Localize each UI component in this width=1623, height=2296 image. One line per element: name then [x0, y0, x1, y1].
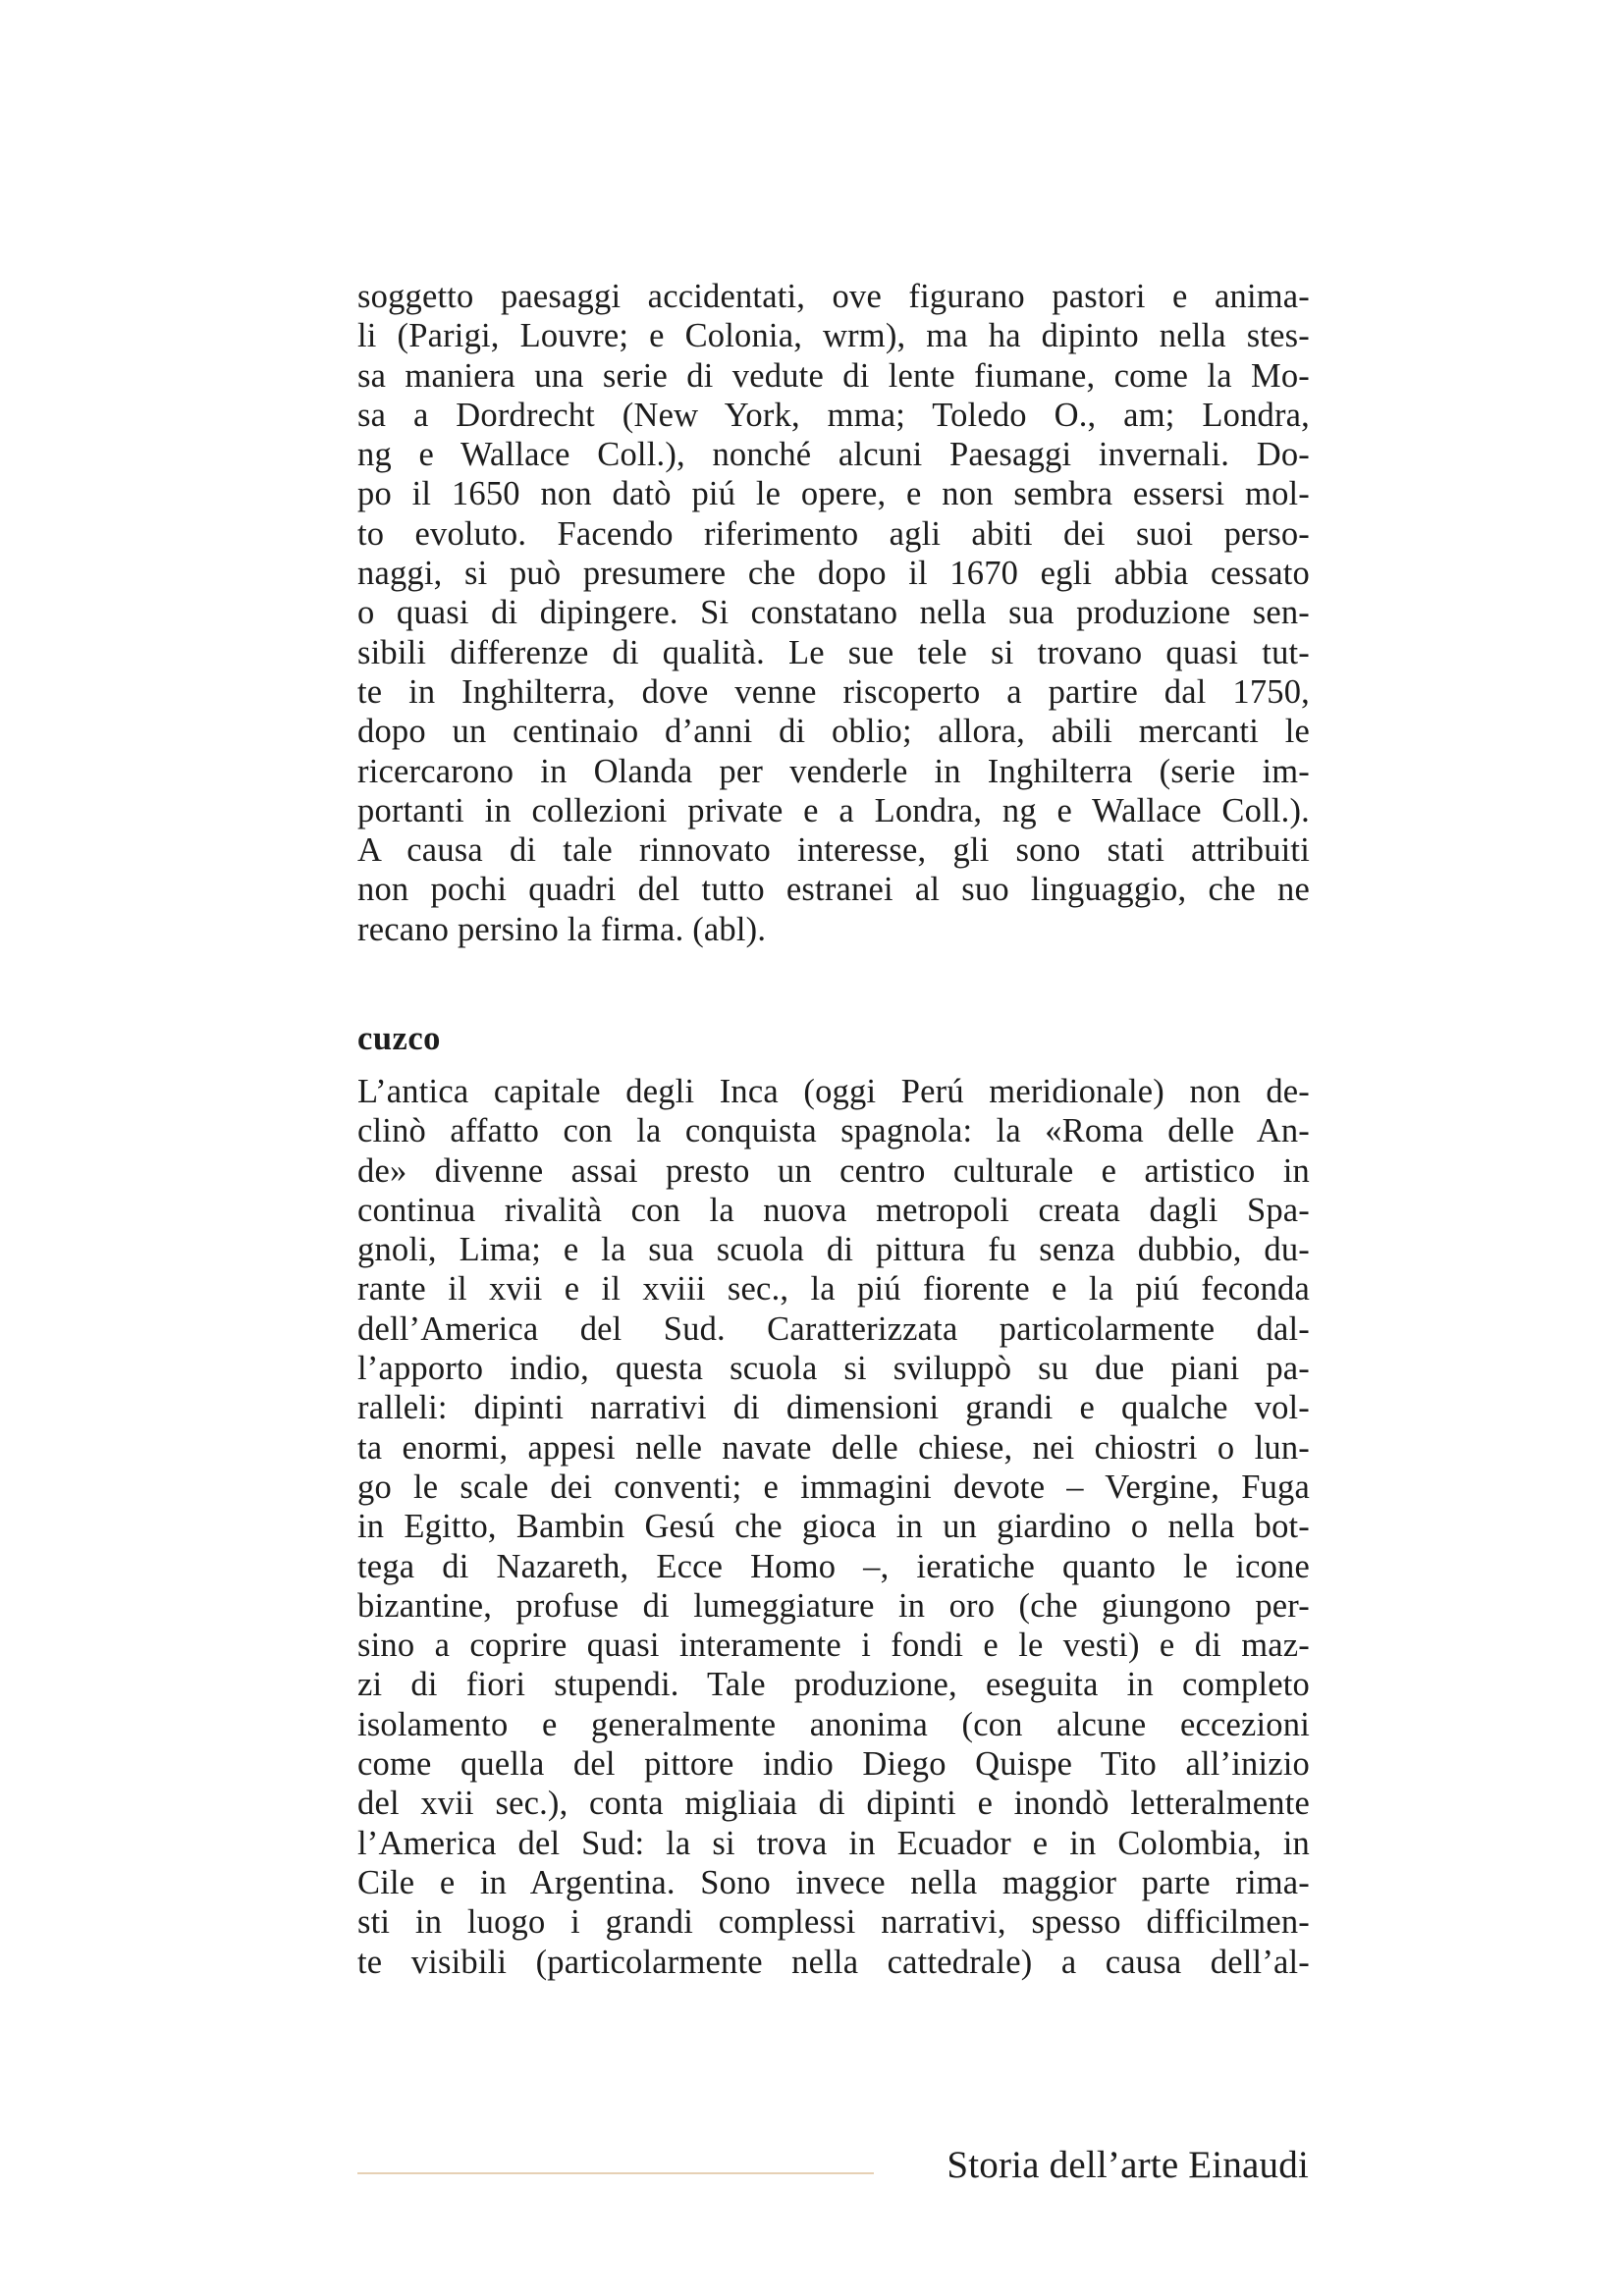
text-line: ng e Wallace Coll.), nonché alcuni Paesaggi invernali. Do- [357, 436, 1310, 474]
text-line: A causa di tale rinnovato interesse, gli sono stati attribuiti [357, 831, 1310, 870]
text-line: zi di fiori stupendi. Tale produzione, eseguita in completo [357, 1666, 1310, 1704]
text-line: l’apporto indio, questa scuola si sviluppò su due piani pa- [357, 1350, 1310, 1388]
text-line: sti in luogo i grandi complessi narrativi, spesso difficilmen- [357, 1903, 1310, 1942]
text-line: rante il xvii e il xviii sec., la piú fiorente e la piú feconda [357, 1270, 1310, 1308]
text-line: de» divenne assai presto un centro culturale e artistico in [357, 1151, 1310, 1190]
text-line: po il 1650 non datò piú le opere, e non sembra essersi mol- [357, 475, 1310, 513]
text-line: ricercarono in Olanda per venderle in Inghilterra (serie im- [357, 752, 1310, 790]
text-line: li (Parigi, Louvre; e Colonia, wrm), ma ha dipinto nella stes- [357, 317, 1310, 355]
text-line: sa a Dordrecht (New York, mma; Toledo O., am; Londra, [357, 396, 1310, 434]
text-line: tega di Nazareth, Ecce Homo –, ieratiche quanto le icone [357, 1547, 1310, 1585]
text-line: dell’America del Sud. Caratterizzata particolarmente dal- [357, 1309, 1310, 1348]
text-line: portanti in collezioni private e a Londra, ng e Wallace Coll.). [357, 791, 1310, 829]
text-line: te in Inghilterra, dove venne riscoperto a partire dal 1750, [357, 672, 1310, 711]
text-line: bizantine, profuse di lumeggiature in oro (che giungono per- [357, 1586, 1310, 1625]
footer-title: Storia dell’arte Einaudi [947, 2144, 1309, 2186]
text-line: ralleli: dipinti narrativi di dimensioni grandi e qualche vol- [357, 1389, 1310, 1427]
text-line: dopo un centinaio d’anni di oblio; allora, abili mercanti le [357, 713, 1310, 751]
paragraph-artist-entry-end [357, 277, 1310, 949]
text-line: ta enormi, appesi nelle navate delle chiese, nei chiostri o lun- [357, 1428, 1310, 1467]
text-line: Cile e in Argentina. Sono invece nella maggior parte rima- [357, 1863, 1310, 1901]
paragraph-cuzco-entry [357, 1072, 1310, 1982]
text-line: sino a coprire quasi interamente i fondi e le vesti) e di maz- [357, 1627, 1310, 1665]
text-line: o quasi di dipingere. Si constatano nella sua produzione sen- [357, 594, 1310, 632]
text-line: soggetto paesaggi accidentati, ove figurano pastori e anima- [357, 278, 1310, 315]
text-line: te visibili (particolarmente nella cattedrale) a causa dell’al- [357, 1943, 1310, 1981]
text-line: in Egitto, Bambin Gesú che gioca in un giardino o nella bot- [357, 1508, 1310, 1546]
text-line: gnoli, Lima; e la sua scuola di pittura fu senza dubbio, du- [357, 1231, 1310, 1269]
text-line: sibili differenze di qualità. Le sue tele si trovano quasi tut- [357, 633, 1310, 671]
text-line: go le scale dei conventi; e immagini devote – Vergine, Fuga [357, 1468, 1310, 1506]
text-line: recano persino la firma. (abl). [357, 910, 767, 948]
text-line: del xvii sec.), conta migliaia di dipinti e inondò letteralmente [357, 1785, 1310, 1823]
text-line: sa maniera una serie di vedute di lente fiumane, come la Mo- [357, 356, 1310, 395]
text-line: l’America del Sud: la si trova in Ecuador e in Colombia, in [357, 1824, 1310, 1862]
footer-rule [357, 2172, 874, 2174]
text-line: L’antica capitale degli Inca (oggi Perú meridionale) non de- [357, 1073, 1310, 1110]
text-line: naggi, si può presumere che dopo il 1670 egli abbia cessato [357, 555, 1310, 593]
text-line: to evoluto. Facendo riferimento agli abiti dei suoi perso- [357, 514, 1310, 553]
entry-heading: cuzco [357, 1020, 441, 1057]
text-line: non pochi quadri del tutto estranei al suo linguaggio, che ne [357, 871, 1310, 909]
text-line: clinò affatto con la conquista spagnola: la «Roma delle An- [357, 1112, 1310, 1150]
text-line: come quella del pittore indio Diego Quispe Tito all’inizio [357, 1745, 1310, 1784]
text-line: continua rivalità con la nuova metropoli creata dagli Spa- [357, 1191, 1310, 1229]
text-line: isolamento e generalmente anonima (con alcune eccezioni [357, 1705, 1310, 1743]
